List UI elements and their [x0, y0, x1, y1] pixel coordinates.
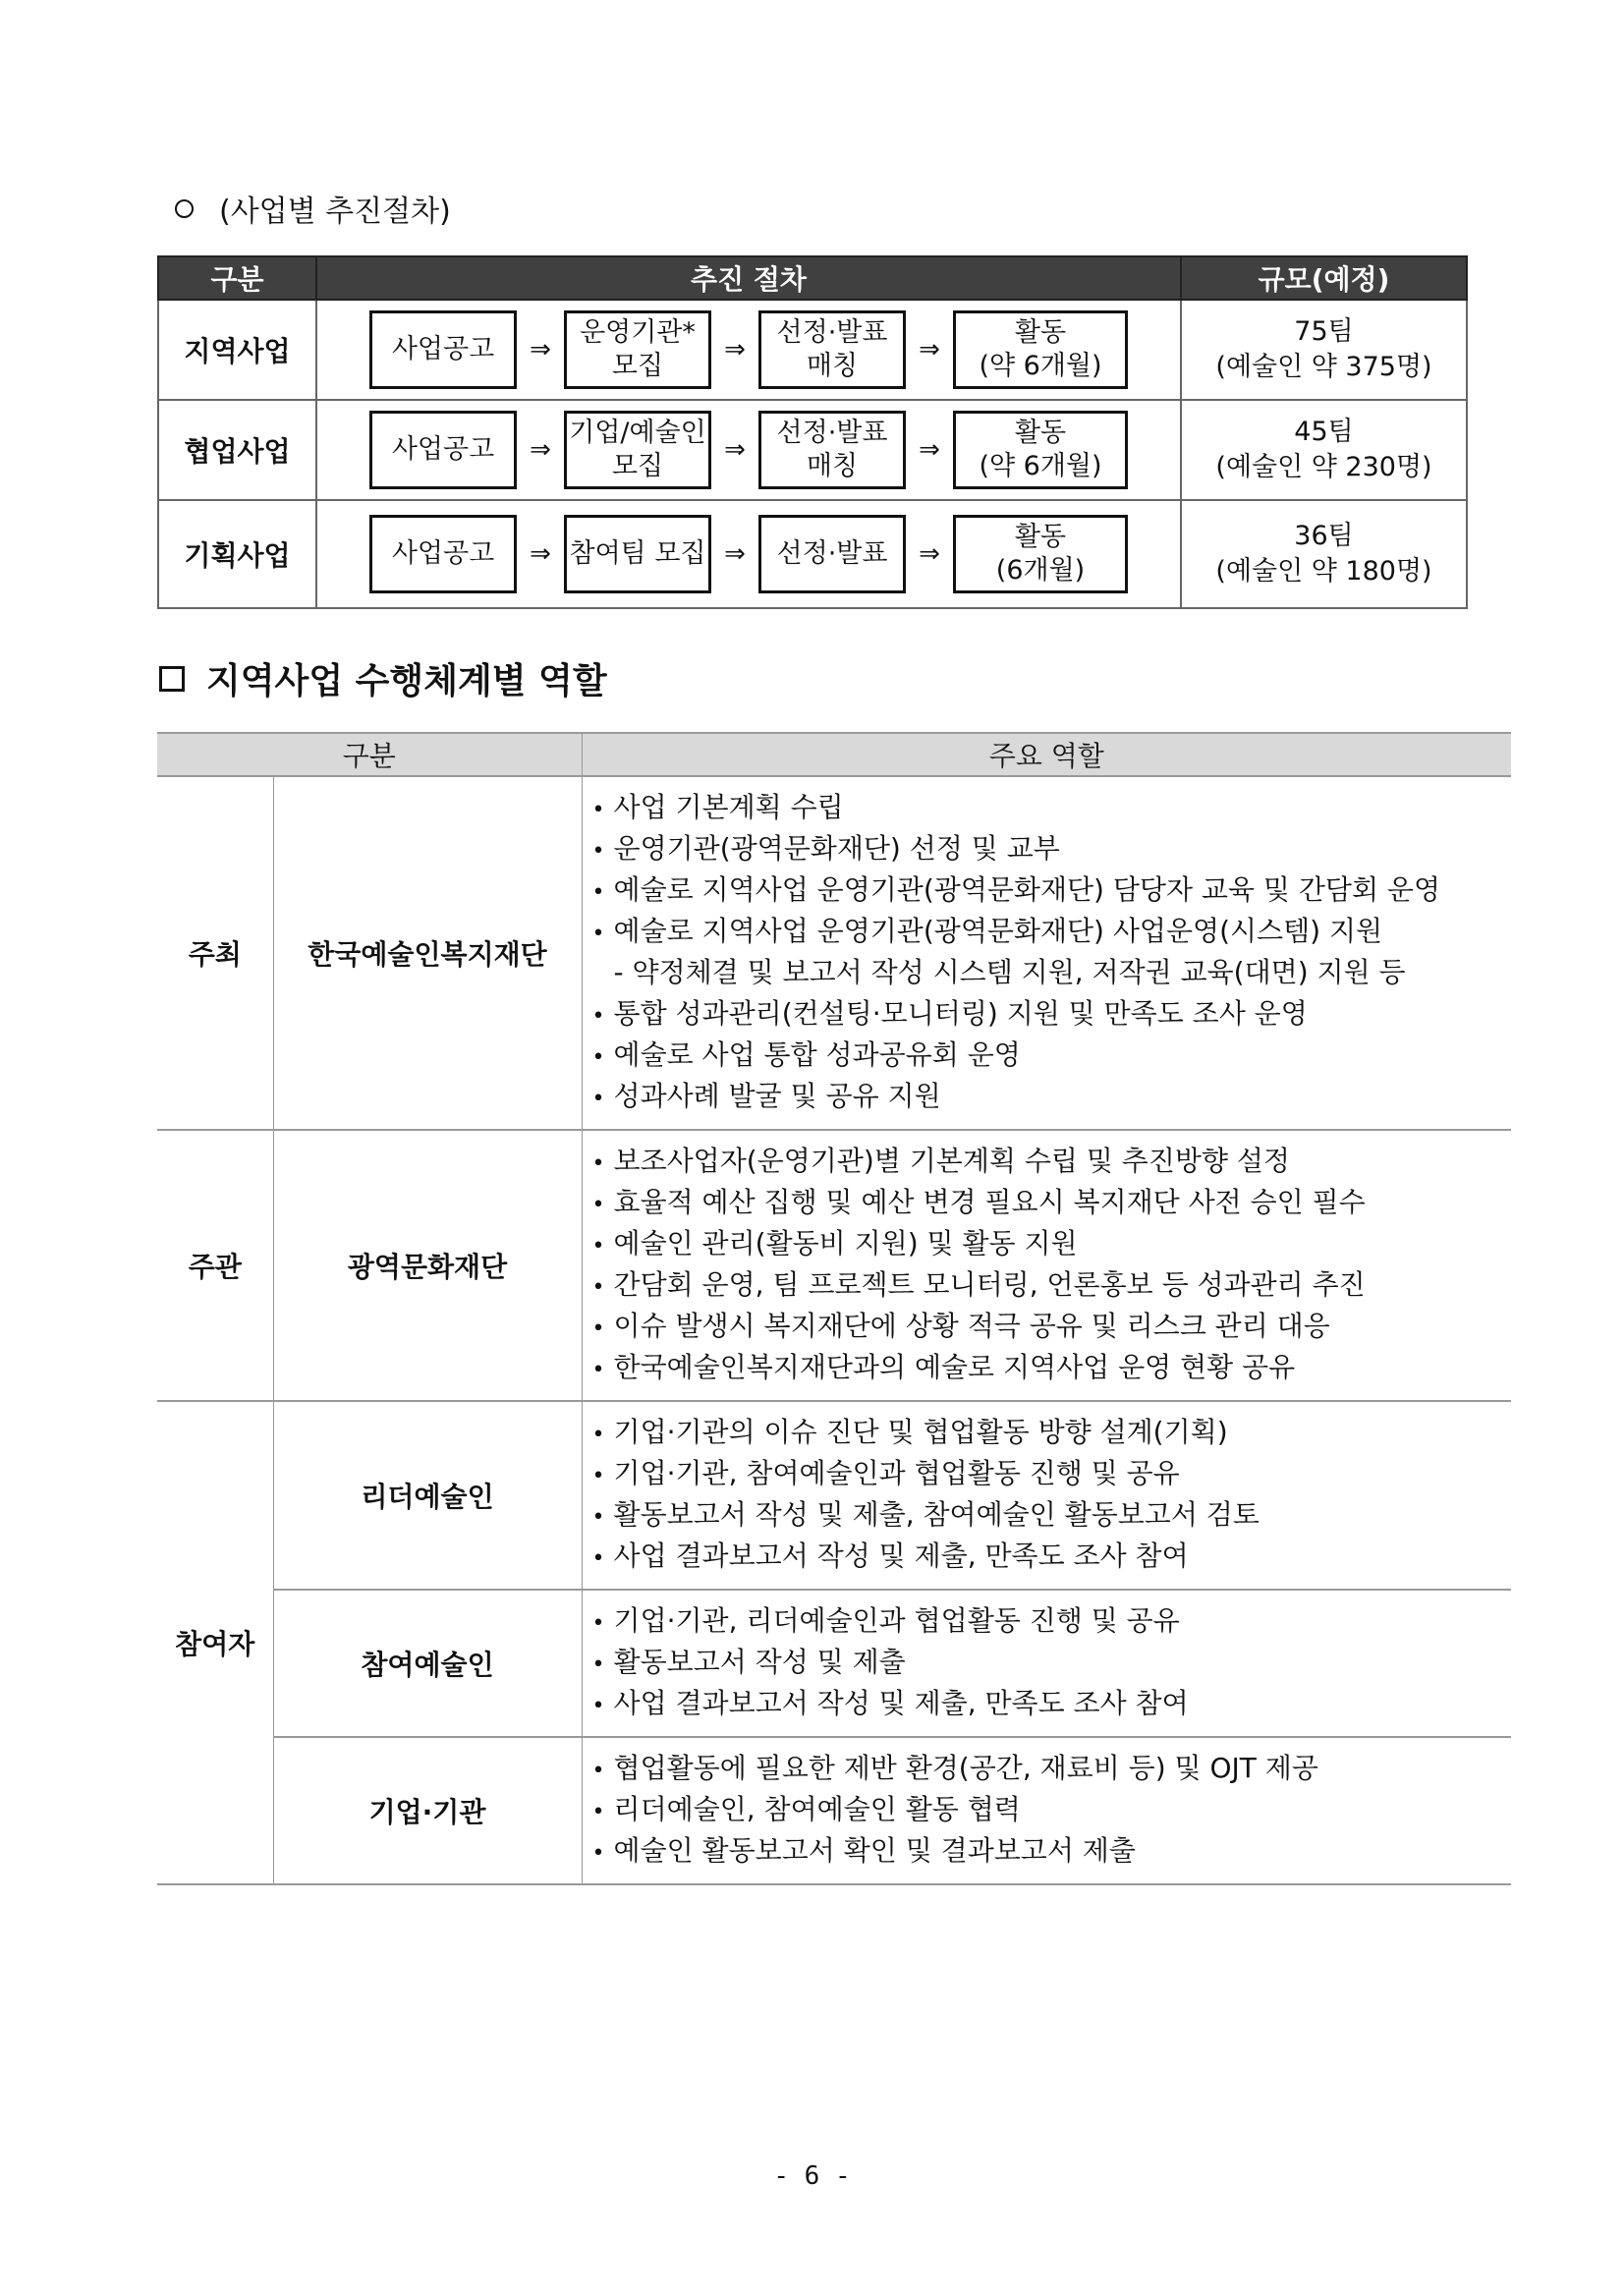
procedure-flow-cell: [316, 400, 1181, 500]
step-line: 운영기관*: [580, 317, 696, 348]
list-item-text: 활동보고서 작성 및 제출, 참여예술인 활동보고서 검토: [613, 1498, 1260, 1531]
procedure-row: [158, 500, 1467, 608]
step-line: (6개월): [995, 555, 1086, 586]
list-item: [592, 1182, 1512, 1223]
list-item-text: 이슈 발생시 복지재단에 상황 적극 공유 및 리스크 관리 대응: [613, 1310, 1330, 1342]
intro-bullet: [175, 187, 451, 230]
procedure-header-scale: 규모(예정): [1181, 256, 1467, 300]
roles-items: [592, 1600, 1512, 1724]
step-line: 활동: [1014, 317, 1067, 348]
roles-items: [592, 1748, 1512, 1872]
bullet-dot-icon: •: [591, 1004, 605, 1029]
bullet-dot-icon: •: [591, 1841, 605, 1866]
step-box: [758, 515, 906, 593]
list-item: [592, 1306, 1512, 1347]
step-line: 선정·발표: [776, 418, 888, 448]
step-line: 모집: [611, 451, 664, 481]
roles-row: [157, 1401, 1511, 1590]
list-item-text: 통합 성과관리(컨설팅·모니터링) 지원 및 만족도 조사 운영: [613, 997, 1308, 1030]
list-item-text: 한국예술인복지재단과의 예술로 지역사업 운영 현황 공유: [613, 1351, 1296, 1383]
list-item-text: 성과사례 발굴 및 공유 지원: [613, 1080, 941, 1112]
arrow-icon: ⇒: [919, 539, 940, 569]
roles-org: 기업·기관: [273, 1737, 582, 1884]
list-item: [592, 911, 1512, 952]
list-item-text: 예술인 관리(활동비 지원) 및 활동 지원: [613, 1227, 1078, 1260]
list-item: [592, 1789, 1512, 1830]
procedure-row: [158, 300, 1467, 400]
bullet-dot-icon: •: [591, 1652, 605, 1677]
list-item: [592, 1347, 1512, 1388]
checkbox-square-icon: [159, 666, 185, 692]
roles-items-cell: [582, 1737, 1511, 1884]
roles-category: 주최: [157, 776, 273, 1130]
roles-items: [592, 1141, 1512, 1388]
roles-row: [157, 1130, 1511, 1401]
step-line: 활동: [1014, 418, 1067, 448]
scale-teams: 75팀: [1294, 316, 1354, 347]
arrow-icon: ⇒: [530, 539, 551, 569]
bullet-dot-icon: •: [591, 880, 605, 905]
step-line: 매칭: [806, 351, 859, 381]
procedure-header-row: [158, 256, 1467, 300]
step-box: [369, 310, 517, 389]
list-item: [592, 787, 1512, 828]
roles-header-row: [157, 733, 1511, 776]
bullet-dot-icon: •: [591, 1759, 605, 1783]
list-item-text: 기업·기관, 리더예술인과 협업활동 진행 및 공유: [613, 1604, 1180, 1637]
procedure-header-category: 구분: [158, 256, 316, 300]
procedure-row-label: 협업사업: [158, 400, 316, 500]
roles-row: [157, 776, 1511, 1130]
bullet-dot-icon: •: [591, 922, 605, 946]
list-item: [592, 993, 1512, 1035]
arrow-icon: ⇒: [724, 335, 746, 364]
bullet-dot-icon: •: [591, 1423, 605, 1447]
scale-artists: (예술인 약 180명): [1215, 556, 1432, 587]
list-item-text: - 약정체결 및 보고서 작성 시스템 지원, 저작권 교육(대면) 지원 등: [613, 956, 1406, 988]
step-line: 사업공고: [391, 538, 495, 569]
list-item: [592, 1076, 1512, 1117]
list-item-text: 사업 결과보고서 작성 및 제출, 만족도 조사 참여: [613, 1540, 1189, 1572]
list-item: [592, 1264, 1512, 1306]
step-box: [953, 515, 1128, 593]
bullet-dot-icon: •: [591, 1694, 605, 1718]
bullet-dot-icon: •: [591, 1316, 605, 1341]
arrow-icon: ⇒: [724, 435, 746, 465]
page-number: - 6 -: [773, 2161, 851, 2191]
list-item: [592, 1683, 1512, 1724]
roles-header-category: 구분: [157, 733, 582, 776]
list-sub-item: [592, 952, 1512, 993]
circle-bullet-icon: [175, 199, 194, 218]
procedure-flow: [317, 501, 1180, 607]
list-item-text: 예술인 활동보고서 확인 및 결과보고서 제출: [613, 1834, 1136, 1867]
bullet-dot-icon: •: [591, 1611, 605, 1636]
roles-items-cell: [582, 776, 1511, 1130]
list-item-text: 사업 결과보고서 작성 및 제출, 만족도 조사 참여: [613, 1687, 1189, 1719]
roles-category: 주관: [157, 1130, 273, 1401]
list-item: [592, 1830, 1512, 1872]
list-item: [592, 1642, 1512, 1683]
intro-text: (사업별 추진절차): [219, 195, 451, 229]
step-line: 매칭: [806, 451, 859, 481]
list-item-text: 리더예술인, 참여예술인 활동 협력: [613, 1793, 1021, 1825]
roles-row: [157, 1590, 1511, 1737]
scale-artists: (예술인 약 375명): [1215, 352, 1432, 382]
scale-teams: 45팀: [1294, 417, 1354, 447]
bullet-dot-icon: •: [591, 1151, 605, 1176]
roles-org: 리더예술인: [273, 1401, 582, 1590]
bullet-dot-icon: •: [591, 1505, 605, 1530]
list-item: [592, 1412, 1512, 1453]
roles-org: 한국예술인복지재단: [273, 776, 582, 1130]
list-item: [592, 828, 1512, 869]
arrow-icon: ⇒: [919, 335, 940, 364]
bullet-dot-icon: •: [591, 1464, 605, 1488]
bullet-dot-icon: •: [591, 1358, 605, 1382]
bullet-dot-icon: •: [591, 1234, 605, 1259]
procedure-flow-cell: [316, 500, 1181, 608]
list-item: [592, 869, 1512, 911]
arrow-icon: ⇒: [919, 435, 940, 465]
procedure-scale: [1181, 300, 1467, 400]
list-item-text: 운영기관(광역문화재단) 선정 및 교부: [613, 832, 1060, 865]
list-item-text: 활동보고서 작성 및 제출: [613, 1646, 906, 1678]
procedure-flow: [317, 301, 1180, 399]
step-box: [953, 310, 1128, 389]
list-item: [592, 1536, 1512, 1577]
step-box: [564, 310, 711, 389]
bullet-dot-icon: •: [591, 1800, 605, 1824]
list-item-text: 간담회 운영, 팀 프로젝트 모니터링, 언론홍보 등 성과관리 추진: [613, 1268, 1366, 1301]
procedure-flow-cell: [316, 300, 1181, 400]
bullet-dot-icon: •: [591, 1087, 605, 1111]
step-box: [369, 411, 517, 489]
procedure-scale: [1181, 500, 1467, 608]
list-item-text: 예술로 지역사업 운영기관(광역문화재단) 사업운영(시스템) 지원: [613, 915, 1383, 947]
step-line: (약 6개월): [979, 451, 1102, 481]
section-heading: [159, 653, 607, 703]
list-item: [592, 1494, 1512, 1536]
roles-items: [592, 787, 1512, 1117]
procedure-table: [157, 255, 1468, 609]
roles-category: 참여자: [157, 1401, 273, 1884]
list-item-text: 보조사업자(운영기관)별 기본계획 수립 및 추진방향 설정: [613, 1145, 1290, 1177]
step-box: [369, 515, 517, 593]
bullet-dot-icon: •: [591, 839, 605, 864]
roles-header-role: 주요 역할: [582, 733, 1511, 776]
step-box: [758, 411, 906, 489]
arrow-icon: ⇒: [530, 435, 551, 465]
bullet-dot-icon: •: [591, 1045, 605, 1070]
list-item: [592, 1141, 1512, 1182]
step-line: 기업/예술인: [569, 418, 706, 448]
bullet-dot-icon: •: [591, 1546, 605, 1571]
section-heading-text: 지역사업 수행체계별 역할: [206, 661, 607, 701]
step-box: [953, 411, 1128, 489]
list-item-text: 예술로 사업 통합 성과공유회 운영: [613, 1038, 1021, 1071]
list-item: [592, 1748, 1512, 1789]
bullet-dot-icon: •: [591, 798, 605, 822]
step-line: 사업공고: [391, 434, 495, 465]
step-box: [758, 310, 906, 389]
list-item: [592, 1600, 1512, 1642]
roles-items-cell: [582, 1401, 1511, 1590]
step-line: (약 6개월): [979, 351, 1102, 381]
list-item: [592, 1035, 1512, 1076]
list-item-text: 효율적 예산 집행 및 예산 변경 필요시 복지재단 사전 승인 필수: [613, 1186, 1366, 1218]
list-item-text: 협업활동에 필요한 제반 환경(공간, 재료비 등) 및 OJT 제공: [613, 1752, 1318, 1784]
step-line: 모집: [611, 351, 664, 381]
roles-items-cell: [582, 1590, 1511, 1737]
procedure-scale: [1181, 400, 1467, 500]
list-item: [592, 1223, 1512, 1264]
arrow-icon: ⇒: [530, 335, 551, 364]
arrow-icon: ⇒: [724, 539, 746, 569]
roles-row: [157, 1737, 1511, 1884]
list-item-text: 예술로 지역사업 운영기관(광역문화재단) 담당자 교육 및 간담회 운영: [613, 873, 1441, 906]
roles-items-cell: [582, 1130, 1511, 1401]
scale-teams: 36팀: [1294, 521, 1354, 551]
procedure-row: [158, 400, 1467, 500]
list-item-text: 사업 기본계획 수립: [613, 791, 844, 823]
procedure-header-process: 추진 절차: [316, 256, 1181, 300]
bullet-dot-icon: •: [591, 1275, 605, 1300]
list-item-text: 기업·기관, 참여예술인과 협업활동 진행 및 공유: [613, 1457, 1180, 1489]
procedure-row-label: 기획사업: [158, 500, 316, 608]
procedure-flow: [317, 401, 1180, 499]
list-item: [592, 1453, 1512, 1494]
procedure-row-label: 지역사업: [158, 300, 316, 400]
roles-org: 참여예술인: [273, 1590, 582, 1737]
list-item-text: 기업·기관의 이슈 진단 및 협업활동 방향 설계(기획): [613, 1416, 1228, 1448]
step-line: 선정·발표: [776, 538, 888, 569]
step-line: 사업공고: [391, 334, 495, 364]
roles-table: [157, 732, 1511, 1885]
step-line: 선정·발표: [776, 317, 888, 348]
step-box: [564, 411, 711, 489]
step-line: 참여팀 모집: [569, 538, 706, 569]
roles-org: 광역문화재단: [273, 1130, 582, 1401]
roles-items: [592, 1412, 1512, 1577]
step-line: 활동: [1014, 522, 1067, 552]
scale-artists: (예술인 약 230명): [1215, 452, 1432, 482]
step-box: [564, 515, 711, 593]
bullet-dot-icon: •: [591, 1193, 605, 1217]
